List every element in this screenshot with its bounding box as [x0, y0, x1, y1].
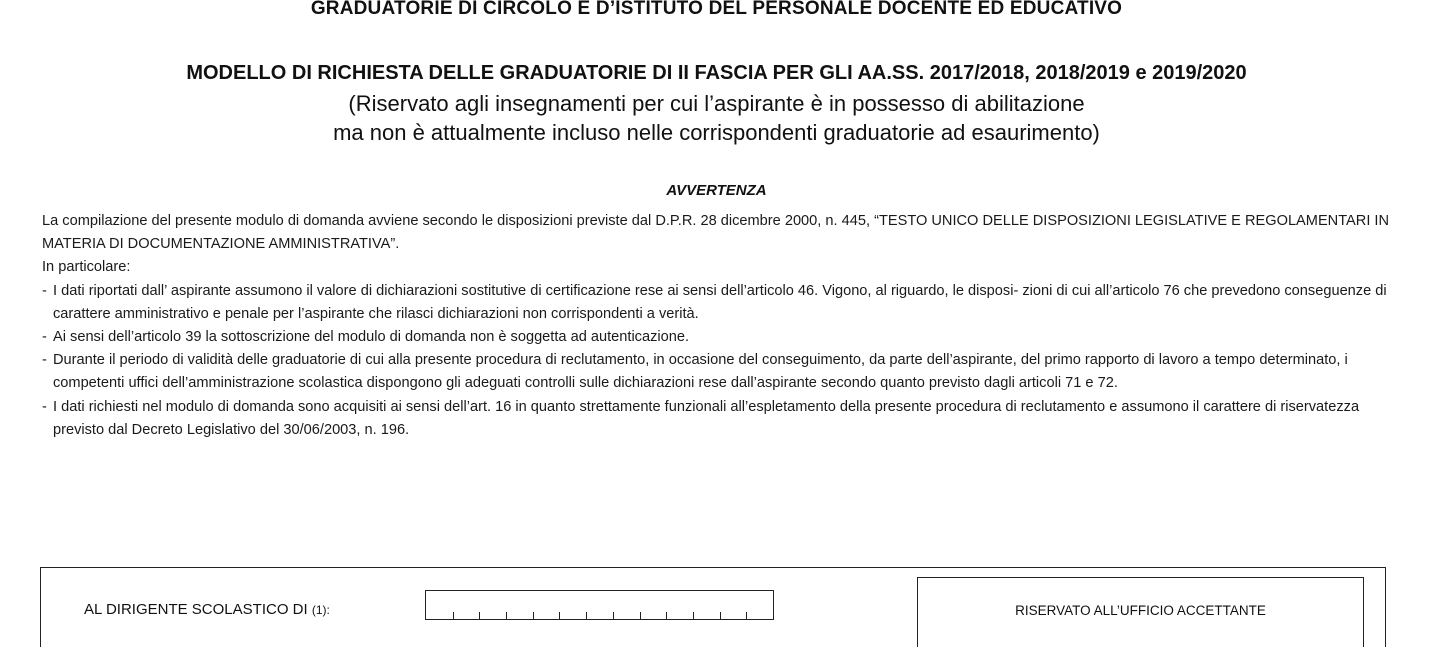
bullet-text: Ai sensi dell’articolo 39 la sottoscrizione del modulo di domanda non è soggetta ad autenticazione.	[53, 329, 690, 346]
field-cell-divider	[746, 612, 747, 619]
field-cell-divider	[559, 612, 560, 619]
subtitle	[0, 89, 1433, 147]
field-cell-divider	[506, 612, 507, 619]
bullet-item	[42, 396, 1392, 442]
model-title: MODELLO DI RICHIESTA DELLE GRADUATORIE DI II FASCIA PER GLI AA.SS. 2017/2018, 2018/2019 e 2019/2020	[186, 62, 1247, 84]
warning-heading: AVVERTENZA	[666, 182, 767, 199]
bullet-item	[42, 349, 1392, 395]
field-cell-divider	[453, 612, 454, 619]
dirigente-label-text: AL DIRIGENTE SCOLASTICO DI	[84, 601, 308, 618]
dirigente-school-field[interactable]	[425, 590, 774, 620]
bullet-dash: -	[42, 398, 47, 415]
dirigente-note: (1):	[311, 603, 330, 617]
bullet-text: I dati riportati dall’ aspirante assumono il valore di dichiarazioni sostitutive di certificazione rese ai sensi dell’articolo 46. Vigono, al riguardo, le disposi- zioni di cui all’articolo 76 che prevedono conseguenze di carattere amministrativo e penale per l’aspirante che rilasci dichiarazioni non corrispondenti a verità.	[53, 282, 1387, 322]
bullet-text: I dati richiesti nel modulo di domanda sono acquisiti ai sensi dell’art. 16 in quanto strettamente funzionali all’espletamento della presente procedura di reclutamento e assumono il carattere di riservatezza previsto dal Decreto Legislativo del 30/06/2003, n. 196.	[53, 398, 1360, 438]
field-cell-divider	[613, 612, 614, 619]
field-cell-divider	[533, 612, 534, 619]
bullet-dash: -	[42, 352, 47, 369]
field-cell-divider	[666, 612, 667, 619]
field-cell-divider	[479, 612, 480, 619]
bullet-text: Durante il periodo di validità delle graduatorie di cui alla presente procedura di reclutamento, in occasione del conseguimento, da parte dell’aspirante, del primo rapporto di lavoro a tempo determinato, i competenti uffici dell’amministrazione scolastica dispongono gli adeguati controlli sulle dichiarazioni rese dall’aspirante secondo quanto previsto dagli articoli 71 e 72.	[53, 352, 1348, 392]
in-particolare: In particolare:	[42, 259, 131, 276]
intro-paragraph: La compilazione del presente modulo di domanda avviene secondo le disposizioni previste dal D.P.R. 28 dicembre 2000, n. 445, “TESTO UNICO DELLE DISPOSIZIONI LEGISLATIVE E REGOLAMENTARI IN MATERIA DI DOCUMENTAZIONE AMMINISTRATIVA”.	[42, 213, 1390, 253]
field-cell-divider	[720, 612, 721, 619]
bullet-item	[42, 326, 1392, 349]
field-cell-divider	[640, 612, 641, 619]
bullet-item	[42, 280, 1392, 326]
warning-body	[42, 210, 1392, 442]
bullet-dash: -	[42, 282, 47, 299]
reserved-office-label: RISERVATO ALL’UFFICIO ACCETTANTE	[1015, 603, 1266, 618]
header-title: GRADUATORIE DI CIRCOLO E D’ISTITUTO DEL PERSONALE DOCENTE ED EDUCATIVO	[310, 0, 1123, 19]
field-cell-divider	[586, 612, 587, 619]
bullet-dash: -	[42, 329, 47, 346]
field-cell-divider	[693, 612, 694, 619]
dirigente-label	[84, 601, 330, 618]
subtitle-line-1: (Riservato agli insegnamenti per cui l’aspirante è in possesso di abilitazione	[348, 91, 1085, 116]
subtitle-line-2: ma non è attualmente incluso nelle corrispondenti graduatorie ad esaurimento)	[333, 120, 1100, 145]
